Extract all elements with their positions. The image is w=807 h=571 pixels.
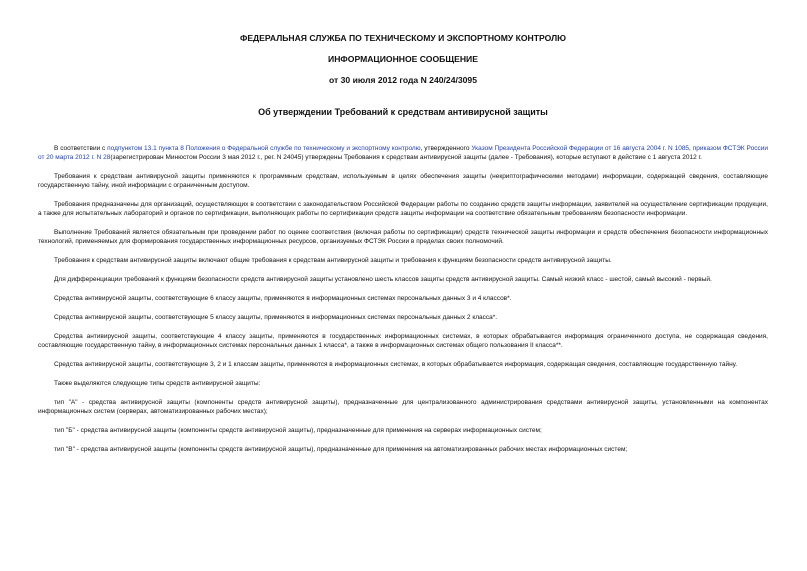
paragraph-class-6: Средства антивирусной защиты, соответствующие 6 классу защиты, применяются в информационных системах персональных данных 3 и 4 классов*. (54, 295, 512, 302)
intro-paragraph (38, 144, 768, 162)
date-number-heading: от 30 июля 2012 года N 240/24/3095 (329, 75, 477, 85)
paragraph-type-b: тип "Б" - средства антивирусной защиты (компоненты средств антивирусной защиты), предназначенные для применения на серверах информационных систем; (54, 427, 542, 434)
intro-text-2: , утвержденного (420, 145, 472, 152)
document-body (38, 144, 768, 454)
document-title: Об утверждении Требований к средствам антивирусной защиты (258, 107, 548, 117)
intro-text-1: В соответствии с (54, 145, 108, 152)
paragraph-mandatory: Выполнение Требований является обязательным при проведении работ по оценке соответствия (включая работы по сертификации) средств технической защиты информации и средств обеспечения безопасности информационных технологий, применяемых для формирования государственных информационных ресурсов, организуемых ФСТЭК России в пределах своих полномочий. (38, 229, 768, 245)
doc-type-heading: ИНФОРМАЦИОННОЕ СООБЩЕНИЕ (328, 54, 478, 64)
paragraph-types-intro: Также выделяются следующие типы средств антивирусной защиты: (54, 380, 261, 387)
link-presidential-decree[interactable]: Указом Президента Российской Федерации от 16 августа 2004 г. N 1085 (471, 145, 690, 152)
intro-text-4: (зарегистрирован Минюстом России 3 мая 2012 г., рег. N 24045) утверждены Требования к средствам антивирусной защиты (далее - Требования), которые вступают в действие с 1 августа 2012 г. (110, 154, 702, 161)
paragraph-type-v: тип "В" - средства антивирусной защиты (компоненты средств антивирусной защиты), предназначенные для применения на автоматизированных рабочих местах информационных систем; (54, 446, 628, 453)
paragraph-type-a: тип "А" - средства антивирусной защиты (компоненты средств антивирусной защиты), предназначенные для централизованного администрирования средствами антивирусной защиты, установленными на компонентах информационных систем (серверах, автоматизированных рабочих местах); (38, 399, 768, 415)
paragraph-requirements: Требования к средствам антивирусной защиты включают общие требования к средствам антивирусной защиты и требования к функциям безопасности средств антивирусной защиты. (54, 257, 612, 264)
paragraph-classes: Для дифференциации требований к функциям безопасности средств антивирусной защиты установлено шесть классов защиты средств антивирусной защиты. Самый низкий класс - шестой, самый высокий - первый. (54, 276, 712, 283)
paragraph-class-5: Средства антивирусной защиты, соответствующие 5 классу защиты, применяются в информационных системах персональных данных 2 класса*. (54, 314, 498, 321)
link-regulation-clause[interactable]: подпунктом 13.1 пункта 8 Положения о Федеральной службе по техническому и экспортному контролю (107, 145, 421, 152)
agency-heading: ФЕДЕРАЛЬНАЯ СЛУЖБА ПО ТЕХНИЧЕСКОМУ И ЭКСПОРТНОМУ КОНТРОЛЮ (239, 33, 566, 43)
document-page (38, 33, 768, 454)
paragraph-scope: Требования к средствам антивирусной защиты применяются к программным средствам, используемым в целях обеспечения защиты (некриптографическими методами) информации, содержащей сведения, составляющие государственную тайну, иной информации с ограниченным доступом. (38, 173, 768, 189)
paragraph-class-3-2-1: Средства антивирусной защиты, соответствующие 3, 2 и 1 классам защиты, применяются в информационных системах, в которых обрабатывается информация, содержащая сведения, составляющие государственную тайну. (54, 361, 738, 368)
intro-text-3: , (689, 145, 693, 152)
paragraph-audience: Требования предназначены для организаций, осуществляющих в соответствии с законодательством Российской Федерации работы по созданию средств защиты информации, заявителей на осуществление сертификации продукции, а также для испытательных лабораторий и органов по сертификации, выполняющих работы по сертификации средств защиты информации на соответствие обязательным требованиям безопасности информации. (38, 201, 768, 217)
link-fstek-order[interactable]: приказом ФСТЭК России от 20 марта 2012 г. N 28 (38, 145, 768, 161)
paragraph-class-4: Средства антивирусной защиты, соответствующие 4 классу защиты, применяются в государственных информационных системах, в которых обрабатывается информация ограниченного доступа, не содержащая сведения, составляющие государственную тайну, в информационных системах персональных данных 1 класса*, а также в информационных системах общего пользования II класса**. (38, 333, 768, 349)
